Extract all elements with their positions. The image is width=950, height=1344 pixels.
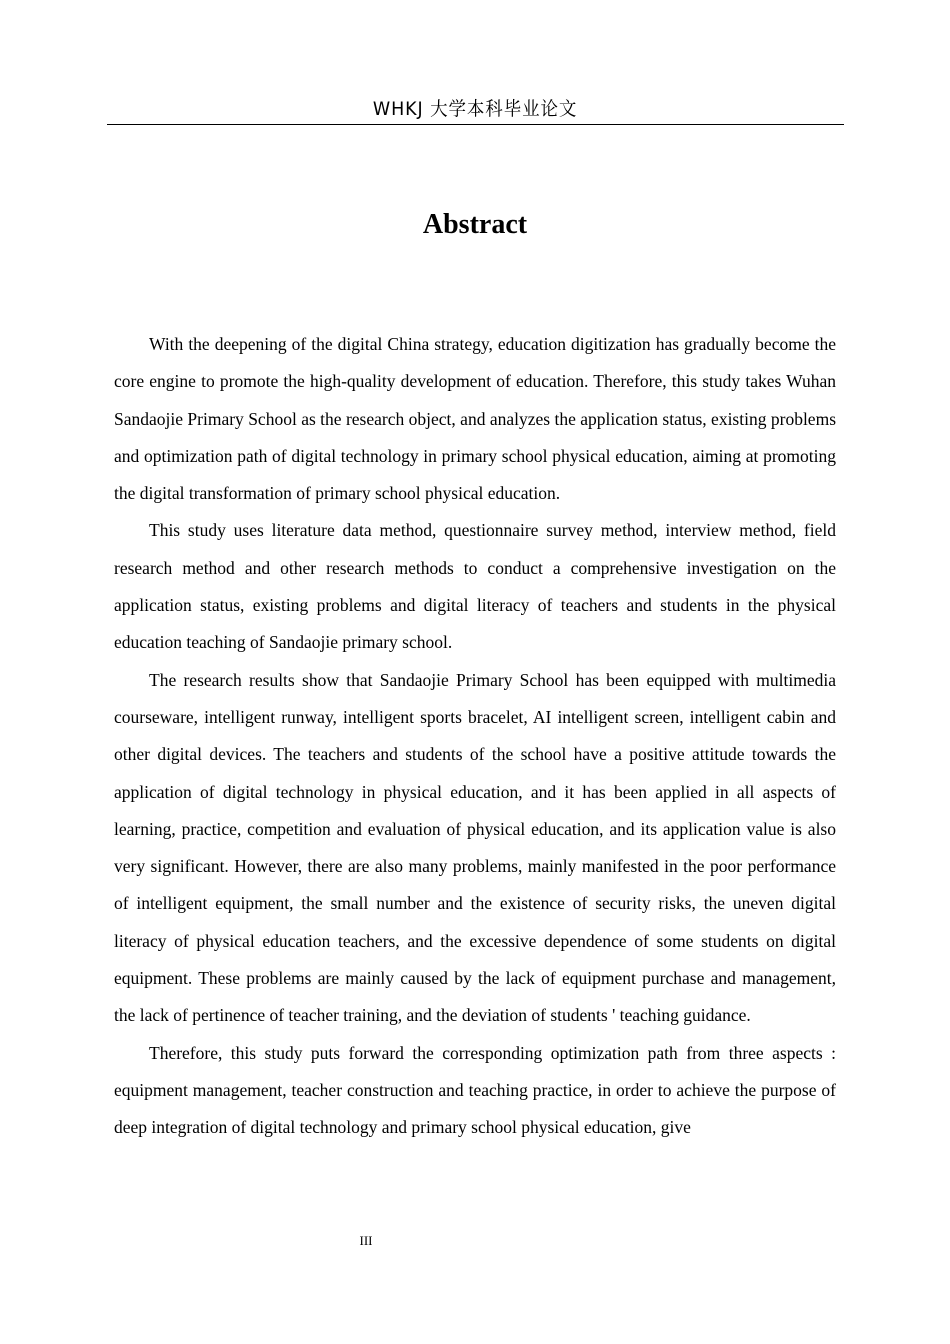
- abstract-title: Abstract: [422, 209, 528, 240]
- paragraph: This study uses literature data method, questionnaire survey method, interview method, field research method and other research methods to conduct a comprehensive investigation on the application status, existing problems and digital literacy of teachers and students in the physical education teaching of Sandaojie primary school.: [114, 520, 836, 653]
- page-number: III: [359, 1233, 373, 1248]
- header-title: WHKJ 大学本科毕业论文: [373, 98, 578, 120]
- abstract-body: [114, 326, 836, 1147]
- paragraph: The research results show that Sandaojie Primary School has been equipped with multimedia courseware, intelligent runway, intelligent sports bracelet, AI intelligent screen, intelligent cabin and other digital devices. The teachers and students of the school have a positive attitude towards the application of digital technology in physical education, and it has been applied in all aspects of learning, practice, competition and evaluation of physical education, and its application value is also very significant. However, there are also many problems, mainly manifested in the poor performance of intelligent equipment, the small number and the existence of security risks, the uneven digital literacy of physical education teachers, and the excessive dependence of some students on digital equipment. These problems are mainly caused by the lack of equipment purchase and management, the lack of pertinence of teacher training, and the deviation of students ' teaching guidance.: [114, 669, 836, 1026]
- page-header: [107, 96, 844, 125]
- paragraph: With the deepening of the digital China strategy, education digitization has gradually become the core engine to promote the high-quality development of education. Therefore, this study takes Wuhan Sandaojie Primary School as the research object, and analyzes the application status, existing problems and optimization path of digital technology in primary school physical education, aiming at promoting the digital transformation of primary school physical education.: [114, 334, 836, 504]
- paragraph: Therefore, this study puts forward the corresponding optimization path from three aspects : equipment management, teacher construction and teaching practice, in order to achieve the purpose of deep integration of digital technology and primary school physical education, give: [114, 1042, 836, 1138]
